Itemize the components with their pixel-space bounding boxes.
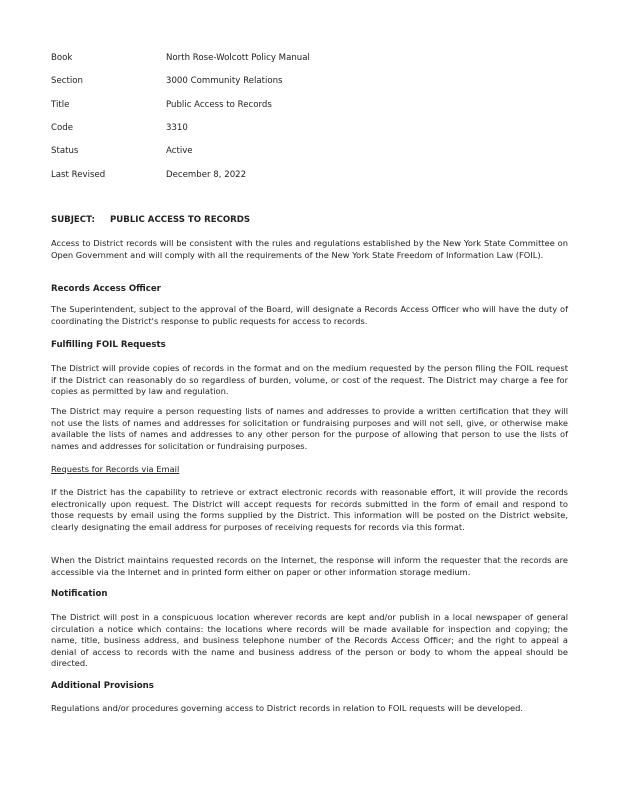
meta-label: Last Revised: [51, 169, 106, 180]
intro-paragraph: Access to District records will be consistent with the rules and regulations established by the New York State Committee on Open Government and will comply with all the requirements of the New York State Freedom of Information Law (FOIL).: [51, 238, 568, 260]
meta-value: December 8, 2022: [166, 169, 247, 180]
meta-value: 3310: [166, 123, 188, 133]
paragraph: The District will provide copies of records in the format and on the medium requested by the person filing the FOIL request if the District can reasonably do so regardless of burden, volume, or cost of the request. The District may charge a fee for copies as permitted by law and regulation.: [51, 363, 568, 397]
meta-value: North Rose-Wolcott Policy Manual: [166, 53, 310, 63]
meta-label: Section: [51, 76, 83, 86]
meta-value: 3000 Community Relations: [166, 76, 283, 86]
meta-value: Active: [166, 146, 193, 156]
heading-records-access-officer: Records Access Officer: [51, 284, 161, 294]
meta-label: Book: [51, 53, 73, 63]
subject-line: [51, 215, 568, 227]
meta-value: Public Access to Records: [166, 99, 272, 110]
subject-title: PUBLIC ACCESS TO RECORDS: [110, 215, 251, 225]
paragraph: If the District has the capability to retrieve or extract electronic records with reasonable effort, it will provide the records electronically upon request. The District will accept requests for records submitted in the form of email and respond to those requests by email using the forms supplied by the District. This information will be posted on the District website, clearly designating the email address for purposes of receiving requests for records via this format.: [51, 487, 568, 532]
paragraph: The District will post in a conspicuous location wherever records are kept and/or publish in a local newspaper of general circulation a notice which contains: the locations where records will be made available for inspection and copying; the name, title, business address, and business telephone number of the Records Access Officer; and the right to appeal a denial of access to records with the name and business address of the person or body to whom the appeal should be directed.: [51, 612, 568, 669]
paragraph: The Superintendent, subject to the approval of the Board, will designate a Records Access Officer who will have the duty of coordinating the District's response to public requests for access to records.: [51, 304, 568, 326]
meta-label: Code: [51, 123, 74, 133]
heading-fulfilling-foil: Fulfilling FOIL Requests: [51, 340, 166, 350]
meta-label: Title: [51, 99, 70, 110]
paragraph: The District may require a person requesting lists of names and addresses to provide a written certification that they will not use the lists of names and addresses for solicitation or fundraising purposes and will not sell, give, or otherwise make available the lists of names and addresses to any other person for the purpose of allowing that person to use the lists of names and addresses for solicitation or fundraising purposes.: [51, 406, 568, 451]
heading-notification: Notification: [51, 589, 108, 599]
meta-label: Status: [51, 146, 79, 156]
heading-additional-provisions: Additional Provisions: [51, 681, 154, 691]
paragraph: When the District maintains requested records on the Internet, the response will inform the requester that the records are accessible via the Internet and in printed form either on paper or other information storage medium.: [51, 555, 568, 577]
subject-label: SUBJECT:: [51, 215, 95, 225]
heading-requests-via-email: Requests for Records via Email: [51, 464, 180, 474]
paragraph: Regulations and/or procedures governing access to District records in relation to FOIL requests will be developed.: [51, 703, 523, 713]
